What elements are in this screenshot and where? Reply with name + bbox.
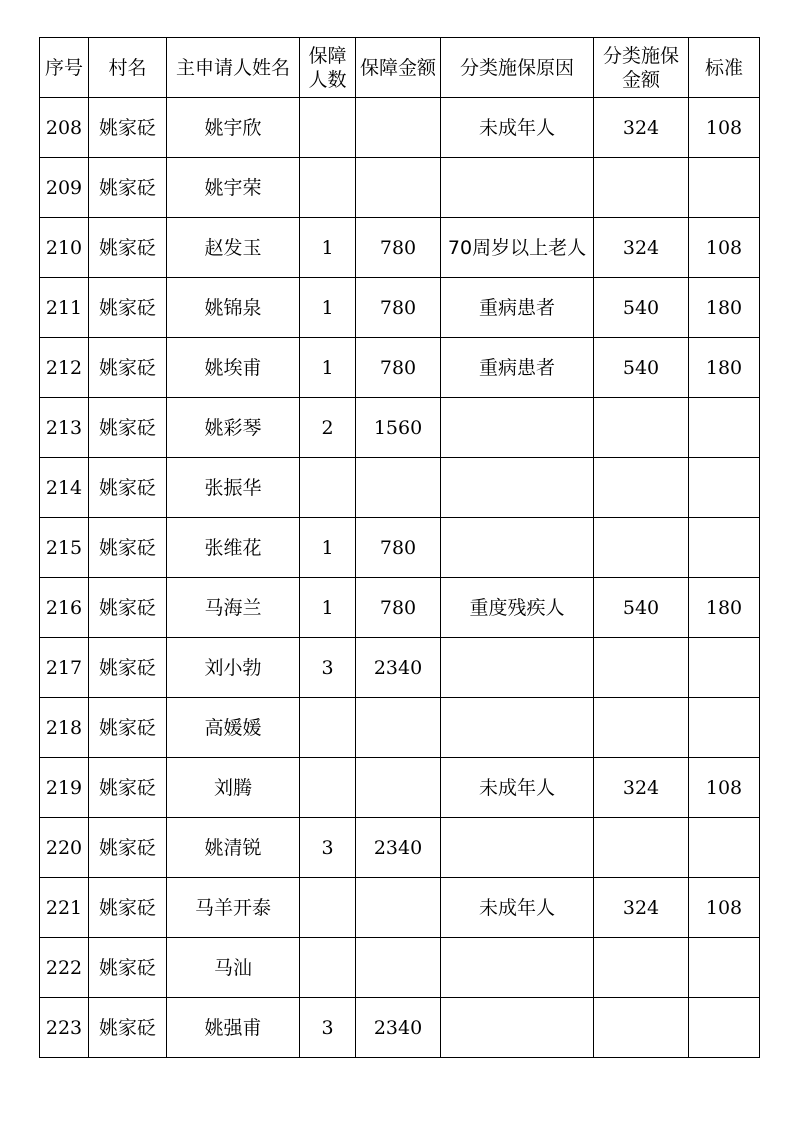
cell-amount bbox=[356, 158, 441, 218]
cell-amount: 780 bbox=[356, 338, 441, 398]
cell-reason bbox=[441, 158, 594, 218]
header-seq: 序号 bbox=[40, 38, 89, 98]
cell-amount bbox=[356, 758, 441, 818]
cell-village: 姚家砭 bbox=[89, 818, 167, 878]
header-applicant: 主申请人姓名 bbox=[167, 38, 300, 98]
cell-persons: 1 bbox=[300, 338, 356, 398]
cell-persons: 1 bbox=[300, 578, 356, 638]
cell-class-amount: 324 bbox=[594, 98, 689, 158]
cell-class-amount: 324 bbox=[594, 758, 689, 818]
cell-amount: 2340 bbox=[356, 818, 441, 878]
cell-village: 姚家砭 bbox=[89, 938, 167, 998]
cell-applicant: 姚清锐 bbox=[167, 818, 300, 878]
table-row bbox=[40, 758, 760, 818]
cell-seq: 218 bbox=[40, 698, 89, 758]
cell-standard bbox=[689, 518, 760, 578]
cell-persons: 3 bbox=[300, 998, 356, 1058]
assistance-table bbox=[39, 37, 760, 1058]
cell-standard bbox=[689, 158, 760, 218]
cell-persons bbox=[300, 158, 356, 218]
cell-amount: 1560 bbox=[356, 398, 441, 458]
cell-reason bbox=[441, 458, 594, 518]
table-row bbox=[40, 878, 760, 938]
cell-village: 姚家砭 bbox=[89, 878, 167, 938]
cell-amount: 780 bbox=[356, 278, 441, 338]
cell-standard: 108 bbox=[689, 758, 760, 818]
cell-standard: 180 bbox=[689, 278, 760, 338]
cell-persons: 3 bbox=[300, 638, 356, 698]
table-row bbox=[40, 158, 760, 218]
cell-amount: 2340 bbox=[356, 998, 441, 1058]
cell-seq: 216 bbox=[40, 578, 89, 638]
cell-persons bbox=[300, 698, 356, 758]
cell-applicant: 赵发玉 bbox=[167, 218, 300, 278]
cell-amount bbox=[356, 878, 441, 938]
table-row bbox=[40, 638, 760, 698]
cell-persons: 2 bbox=[300, 398, 356, 458]
cell-class-amount bbox=[594, 938, 689, 998]
cell-reason: 未成年人 bbox=[441, 98, 594, 158]
cell-persons bbox=[300, 758, 356, 818]
cell-reason bbox=[441, 518, 594, 578]
cell-reason bbox=[441, 938, 594, 998]
cell-applicant: 姚彩琴 bbox=[167, 398, 300, 458]
cell-applicant: 张振华 bbox=[167, 458, 300, 518]
cell-seq: 222 bbox=[40, 938, 89, 998]
cell-persons bbox=[300, 458, 356, 518]
cell-amount bbox=[356, 458, 441, 518]
cell-applicant: 马羊开泰 bbox=[167, 878, 300, 938]
cell-class-amount bbox=[594, 158, 689, 218]
cell-standard bbox=[689, 458, 760, 518]
cell-class-amount bbox=[594, 518, 689, 578]
cell-seq: 213 bbox=[40, 398, 89, 458]
cell-amount: 2340 bbox=[356, 638, 441, 698]
cell-seq: 210 bbox=[40, 218, 89, 278]
table-row bbox=[40, 398, 760, 458]
cell-village: 姚家砭 bbox=[89, 698, 167, 758]
cell-applicant: 姚锦泉 bbox=[167, 278, 300, 338]
cell-standard bbox=[689, 698, 760, 758]
cell-village: 姚家砭 bbox=[89, 158, 167, 218]
table-row bbox=[40, 998, 760, 1058]
cell-standard: 108 bbox=[689, 878, 760, 938]
table-row bbox=[40, 698, 760, 758]
cell-class-amount: 540 bbox=[594, 578, 689, 638]
cell-persons: 3 bbox=[300, 818, 356, 878]
cell-standard: 108 bbox=[689, 218, 760, 278]
cell-class-amount: 324 bbox=[594, 218, 689, 278]
header-village: 村名 bbox=[89, 38, 167, 98]
cell-seq: 211 bbox=[40, 278, 89, 338]
cell-applicant: 刘腾 bbox=[167, 758, 300, 818]
cell-applicant: 姚宇欣 bbox=[167, 98, 300, 158]
cell-standard: 108 bbox=[689, 98, 760, 158]
cell-village: 姚家砭 bbox=[89, 398, 167, 458]
cell-persons: 1 bbox=[300, 518, 356, 578]
cell-village: 姚家砭 bbox=[89, 338, 167, 398]
cell-reason bbox=[441, 998, 594, 1058]
header-amount: 保障金额 bbox=[356, 38, 441, 98]
cell-village: 姚家砭 bbox=[89, 278, 167, 338]
cell-amount bbox=[356, 938, 441, 998]
cell-village: 姚家砭 bbox=[89, 218, 167, 278]
header-reason: 分类施保原因 bbox=[441, 38, 594, 98]
cell-standard: 180 bbox=[689, 338, 760, 398]
cell-seq: 221 bbox=[40, 878, 89, 938]
cell-persons bbox=[300, 98, 356, 158]
cell-standard bbox=[689, 998, 760, 1058]
cell-reason: 70周岁以上老人 bbox=[441, 218, 594, 278]
cell-seq: 209 bbox=[40, 158, 89, 218]
header-class-amount: 分类施保金额 bbox=[594, 38, 689, 98]
cell-village: 姚家砭 bbox=[89, 758, 167, 818]
cell-village: 姚家砭 bbox=[89, 98, 167, 158]
cell-seq: 212 bbox=[40, 338, 89, 398]
header-standard: 标准 bbox=[689, 38, 760, 98]
cell-persons bbox=[300, 938, 356, 998]
cell-class-amount: 324 bbox=[594, 878, 689, 938]
table-body bbox=[40, 98, 760, 1058]
cell-amount bbox=[356, 98, 441, 158]
cell-applicant: 刘小勃 bbox=[167, 638, 300, 698]
cell-amount bbox=[356, 698, 441, 758]
cell-seq: 217 bbox=[40, 638, 89, 698]
cell-applicant: 姚强甫 bbox=[167, 998, 300, 1058]
cell-reason bbox=[441, 698, 594, 758]
cell-reason bbox=[441, 818, 594, 878]
cell-village: 姚家砭 bbox=[89, 998, 167, 1058]
cell-class-amount bbox=[594, 698, 689, 758]
cell-standard bbox=[689, 938, 760, 998]
cell-applicant: 高媛媛 bbox=[167, 698, 300, 758]
cell-seq: 223 bbox=[40, 998, 89, 1058]
cell-seq: 214 bbox=[40, 458, 89, 518]
cell-applicant: 姚宇荣 bbox=[167, 158, 300, 218]
cell-applicant: 马汕 bbox=[167, 938, 300, 998]
cell-standard bbox=[689, 398, 760, 458]
cell-reason: 重病患者 bbox=[441, 338, 594, 398]
cell-applicant: 姚埃甫 bbox=[167, 338, 300, 398]
cell-reason: 未成年人 bbox=[441, 878, 594, 938]
cell-standard: 180 bbox=[689, 578, 760, 638]
cell-class-amount bbox=[594, 998, 689, 1058]
cell-seq: 220 bbox=[40, 818, 89, 878]
table-row bbox=[40, 218, 760, 278]
cell-seq: 219 bbox=[40, 758, 89, 818]
cell-persons: 1 bbox=[300, 218, 356, 278]
cell-applicant: 马海兰 bbox=[167, 578, 300, 638]
header-row bbox=[40, 38, 760, 98]
cell-village: 姚家砭 bbox=[89, 578, 167, 638]
cell-seq: 208 bbox=[40, 98, 89, 158]
cell-class-amount bbox=[594, 398, 689, 458]
cell-class-amount: 540 bbox=[594, 278, 689, 338]
cell-reason: 未成年人 bbox=[441, 758, 594, 818]
table-row bbox=[40, 938, 760, 998]
cell-amount: 780 bbox=[356, 218, 441, 278]
cell-village: 姚家砭 bbox=[89, 638, 167, 698]
table-row bbox=[40, 338, 760, 398]
cell-amount: 780 bbox=[356, 518, 441, 578]
cell-amount: 780 bbox=[356, 578, 441, 638]
cell-class-amount bbox=[594, 638, 689, 698]
cell-village: 姚家砭 bbox=[89, 518, 167, 578]
cell-applicant: 张维花 bbox=[167, 518, 300, 578]
table-row bbox=[40, 458, 760, 518]
table-row bbox=[40, 818, 760, 878]
cell-class-amount bbox=[594, 818, 689, 878]
header-persons: 保障人数 bbox=[300, 38, 356, 98]
table-row bbox=[40, 278, 760, 338]
table-row bbox=[40, 518, 760, 578]
cell-class-amount bbox=[594, 458, 689, 518]
cell-reason bbox=[441, 638, 594, 698]
cell-standard bbox=[689, 818, 760, 878]
cell-reason: 重度残疾人 bbox=[441, 578, 594, 638]
cell-standard bbox=[689, 638, 760, 698]
cell-persons: 1 bbox=[300, 278, 356, 338]
cell-seq: 215 bbox=[40, 518, 89, 578]
table-row bbox=[40, 98, 760, 158]
cell-reason bbox=[441, 398, 594, 458]
table-row bbox=[40, 578, 760, 638]
cell-reason: 重病患者 bbox=[441, 278, 594, 338]
cell-persons bbox=[300, 878, 356, 938]
cell-village: 姚家砭 bbox=[89, 458, 167, 518]
cell-class-amount: 540 bbox=[594, 338, 689, 398]
